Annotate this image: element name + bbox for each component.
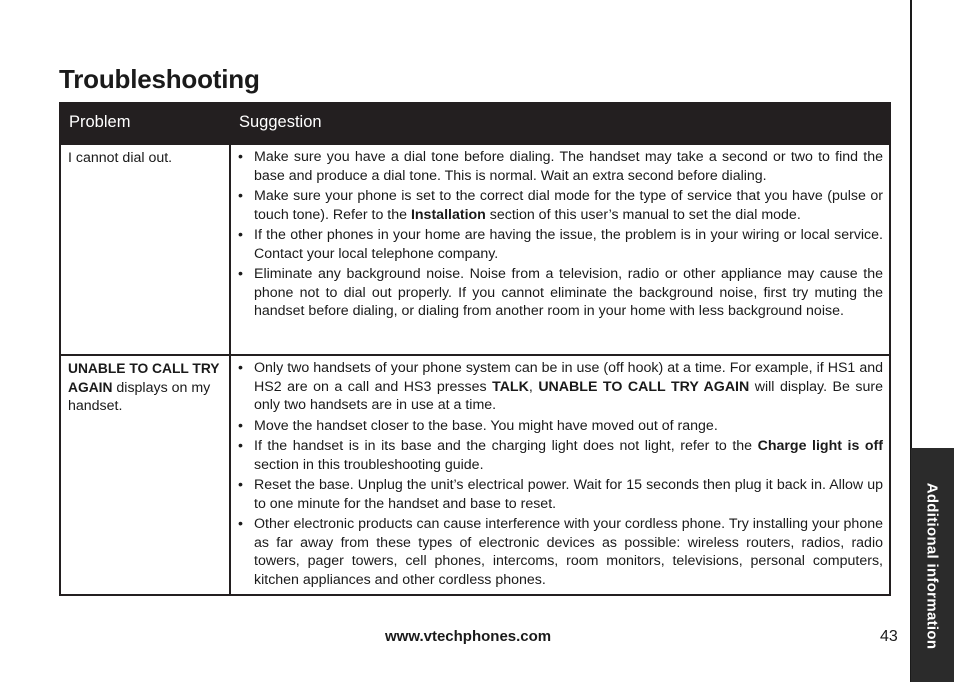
bold-text: UNABLE TO CALL TRY AGAIN	[68, 361, 220, 395]
text-run: I cannot dial out.	[68, 150, 173, 166]
table-row	[60, 355, 890, 595]
bold-text: TALK	[492, 378, 529, 395]
bullet-icon: •	[238, 188, 243, 204]
suggestion-list	[236, 359, 883, 589]
suggestion-cell	[230, 355, 890, 595]
section-side-tab-label: Additional information	[923, 482, 941, 650]
suggestion-item	[236, 417, 883, 436]
text-run: Move the handset closer to the base. You might have moved out of range.	[254, 417, 718, 434]
text-run: If the handset is in its base and the charging light does not light, refer to the	[254, 438, 758, 454]
suggestion-item	[236, 265, 883, 321]
section-side-tab	[911, 448, 954, 682]
problem-cell	[60, 144, 230, 355]
column-header-suggestion: Suggestion	[230, 103, 890, 144]
text-run: Eliminate any background noise. Noise from a television, radio or other appliance may cause the phone not to dial out properly. If you cannot eliminate the background noise, first try muting the handset before dialing, or dialing from another room in your home with less background noise.	[254, 266, 883, 319]
table-row	[60, 144, 890, 355]
suggestion-list	[236, 148, 883, 321]
bold-text: UNABLE TO CALL TRY AGAIN	[538, 378, 750, 395]
bullet-icon: •	[238, 516, 243, 532]
text-run: Reset the base. Unplug the unit’s electrical power. Wait for 15 seconds then plug it back in. Allow up to one minute for the handset and base to reset.	[254, 477, 883, 512]
suggestion-item	[236, 148, 883, 185]
troubleshooting-table	[59, 102, 891, 596]
text-run: Other electronic products can cause interference with your cordless phone. Try installing your phone as far away from these types of electronic devices as possible: wireless routers, radios, radio towers, pager towers, cell phones, intercoms, room monitors, televisions, personal computers, kitchen appliances and other cordless phones.	[254, 516, 883, 588]
suggestion-item	[236, 476, 883, 513]
text-run: section in this troubleshooting guide.	[254, 456, 484, 473]
text-run: Make sure you have a dial tone before dialing. The handset may take a second or two to find the base and produce a dial tone. This is normal. Wait an extra second before dialing.	[254, 149, 883, 184]
page-number: 43	[880, 628, 898, 645]
bullet-icon: •	[238, 477, 243, 493]
text-run: ,	[528, 378, 539, 395]
text-run: Make sure your phone is set to the correct dial mode for the type of service that you have (pulse or touch tone). Refer to the	[254, 188, 883, 223]
suggestion-cell	[230, 144, 890, 355]
suggestion-item	[236, 226, 883, 263]
bold-text: Charge light is off	[757, 438, 884, 454]
text-run: section of this user’s manual to set the dial mode.	[485, 206, 801, 223]
bullet-icon: •	[238, 149, 243, 165]
suggestion-item	[236, 187, 883, 224]
text-run: If the other phones in your home are having the issue, the problem is in your wiring or local service. Contact your local telephone company.	[254, 227, 883, 262]
problem-cell	[60, 355, 230, 595]
suggestion-item	[236, 515, 883, 589]
bullet-icon: •	[238, 417, 243, 434]
text-run: Only two handsets of your phone system can be in use (off hook) at a time. For example, if HS1 and HS2 are on a call and HS3 presses	[254, 360, 883, 395]
page-title: Troubleshooting	[59, 64, 260, 94]
bullet-icon: •	[238, 360, 243, 376]
footer-url: www.vtechphones.com	[385, 628, 552, 645]
text-run: will display. Be sure only two handsets are in use at a time.	[254, 378, 883, 413]
suggestion-item	[236, 437, 883, 474]
column-header-problem: Problem	[60, 103, 230, 144]
table-header-row	[60, 103, 890, 144]
bullet-icon: •	[238, 227, 243, 243]
text-run: displays on my handset.	[68, 379, 211, 414]
bold-text: Installation	[410, 206, 486, 223]
bullet-icon: •	[238, 438, 243, 454]
suggestion-item	[236, 359, 883, 415]
bullet-icon: •	[238, 266, 243, 282]
